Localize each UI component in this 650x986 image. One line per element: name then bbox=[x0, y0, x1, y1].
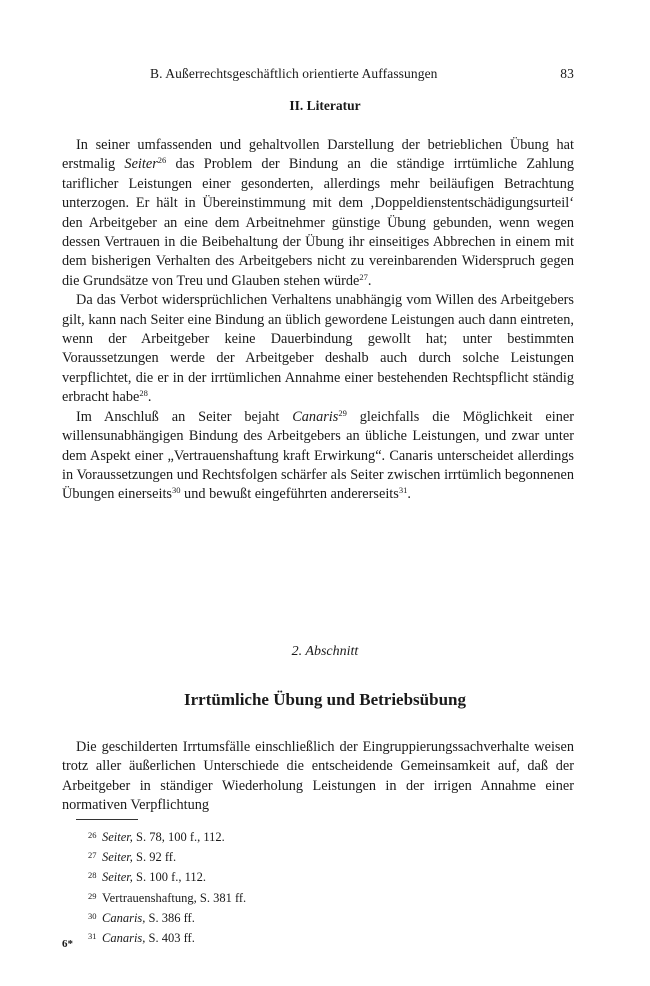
page-number: 83 bbox=[560, 66, 574, 81]
footnote bbox=[88, 927, 488, 947]
footnote-number: 27 bbox=[88, 850, 97, 861]
body-text-chapter bbox=[62, 738, 574, 816]
footnote bbox=[88, 846, 488, 866]
footnote-number: 29 bbox=[88, 890, 97, 901]
paragraph bbox=[62, 136, 574, 291]
footnotes bbox=[88, 826, 488, 947]
footnote-number: 28 bbox=[88, 870, 97, 881]
footnote-ref: 30 bbox=[171, 485, 181, 496]
text-run: . bbox=[407, 486, 411, 503]
body-text-literatur bbox=[62, 136, 574, 505]
footnote bbox=[88, 907, 488, 927]
text-run: gleichfalls die Möglichkeit einer willensunabhängigen Bindung des Arbeitgebers an übliche Leistungen, und zwar unter dem Aspekt einer „Vertrauenshaftung kraft Erwirkung“. Canaris unterscheidet allerdings in Voraussetzungen und Rechtsfolgen schärfer als Seiter zwischen irrtümlich begonnenen Übungen einerseits bbox=[62, 408, 574, 503]
footnote-number: 30 bbox=[88, 910, 97, 921]
text-run: Die geschilderten Irrtumsfälle einschließlich der Eingruppierungssachverhalte weisen trotz aller äußerlichen Unterschiede die entscheidende Gemeinsamkeit auf, daß der Arbeitgeber in ständiger Wiederholung Leistungen in der irrigen Annahme einer normativen Verpflichtung bbox=[62, 739, 574, 814]
chapter-title: Irrtümliche Übung und Betriebsübung bbox=[184, 690, 466, 709]
chapter-label: 2. Abschnitt bbox=[291, 644, 359, 659]
text-run: S. 92 ff. bbox=[132, 850, 177, 865]
footnote-ref: 26 bbox=[157, 155, 167, 166]
text-run: Canaris bbox=[292, 408, 339, 425]
text-run: S. 78, 100 f., 112. bbox=[132, 830, 225, 844]
footnote-ref: 31 bbox=[398, 485, 408, 496]
footnote bbox=[88, 887, 488, 907]
footnote bbox=[88, 866, 488, 886]
text-run: Canaris, bbox=[102, 910, 146, 925]
footnote-number: 31 bbox=[88, 931, 97, 942]
text-run: Canaris, bbox=[102, 931, 146, 946]
footnote-ref: 29 bbox=[338, 407, 347, 418]
running-head bbox=[62, 66, 574, 86]
text-run: und bewußt eingeführten andererseits bbox=[180, 486, 399, 503]
paragraph bbox=[62, 291, 574, 407]
footnote-number: 26 bbox=[88, 830, 97, 840]
text-run: Da das Verbot widersprüchlichen Verhaltens unabhängig vom Willen des Arbeitgebers gilt, kann nach Seiter eine Bindung an üblich gewordene Leistungen auch dann eintreten, wenn der Arbeitgeber keine Dauerbindung gewollt hat; unter bestimmten Voraussetzungen werde der Arbeitgeber deshalb auch durch solche Leistungen verpflichtet, die er in der irrtümlichen Annahme einer bestehenden Rechtspflicht ständig erbracht habe bbox=[62, 292, 574, 406]
footnote-separator bbox=[76, 819, 138, 820]
text-run: In seiner umfassenden und gehaltvollen Darstellung der betrieblichen Übung hat erstmalig bbox=[62, 137, 574, 173]
text-run: Vertrauenshaftung, S. 381 ff. bbox=[102, 890, 247, 905]
footnote-ref: 28 bbox=[139, 388, 148, 399]
text-run: Seiter, bbox=[102, 850, 133, 865]
text-run: Im Anschluß an Seiter bejaht bbox=[76, 408, 293, 425]
text-run: Seiter bbox=[124, 156, 158, 173]
paragraph bbox=[62, 408, 574, 505]
text-run: das Problem der Bindung an die ständige irrtümliche Zahlung tariflicher Leistungen einer gesonderten, allerdings mehr beiläufigen Betrachtung unterzogen. Er hält in Übereinstimmung mit dem ‚Doppeldienstentschädigungsurteil‘ den Arbeitgeber an eine dem Arbeitnehmer günstige Übung gebunden, wenn wegen dessen Vertrauen in die Beibehaltung der Übung ihr einseitiges Abbrechen in einem mit dem bisherigen Verhalten des Arbeitgebers nicht zu vereinbarenden Widerspruch gegen die Grundsätze von Treu und Glauben stehen würde bbox=[62, 156, 574, 289]
text-run: S. 100 f., 112. bbox=[132, 870, 207, 885]
text-run: Seiter, bbox=[102, 870, 133, 885]
text-run: . bbox=[147, 389, 152, 406]
text-run: . bbox=[367, 272, 372, 289]
running-head-title: B. Außerrechtsgeschäftlich orientierte Auffassungen bbox=[150, 66, 438, 81]
text-run: S. 386 ff. bbox=[145, 910, 195, 925]
text-run: Seiter, bbox=[102, 830, 133, 844]
paragraph bbox=[62, 738, 574, 816]
printer-signature-mark: 6* bbox=[62, 938, 73, 950]
footnote bbox=[88, 826, 488, 846]
footnote-ref: 27 bbox=[359, 271, 368, 282]
section-heading: II. Literatur bbox=[289, 98, 361, 113]
text-run: S. 403 ff. bbox=[145, 931, 195, 946]
